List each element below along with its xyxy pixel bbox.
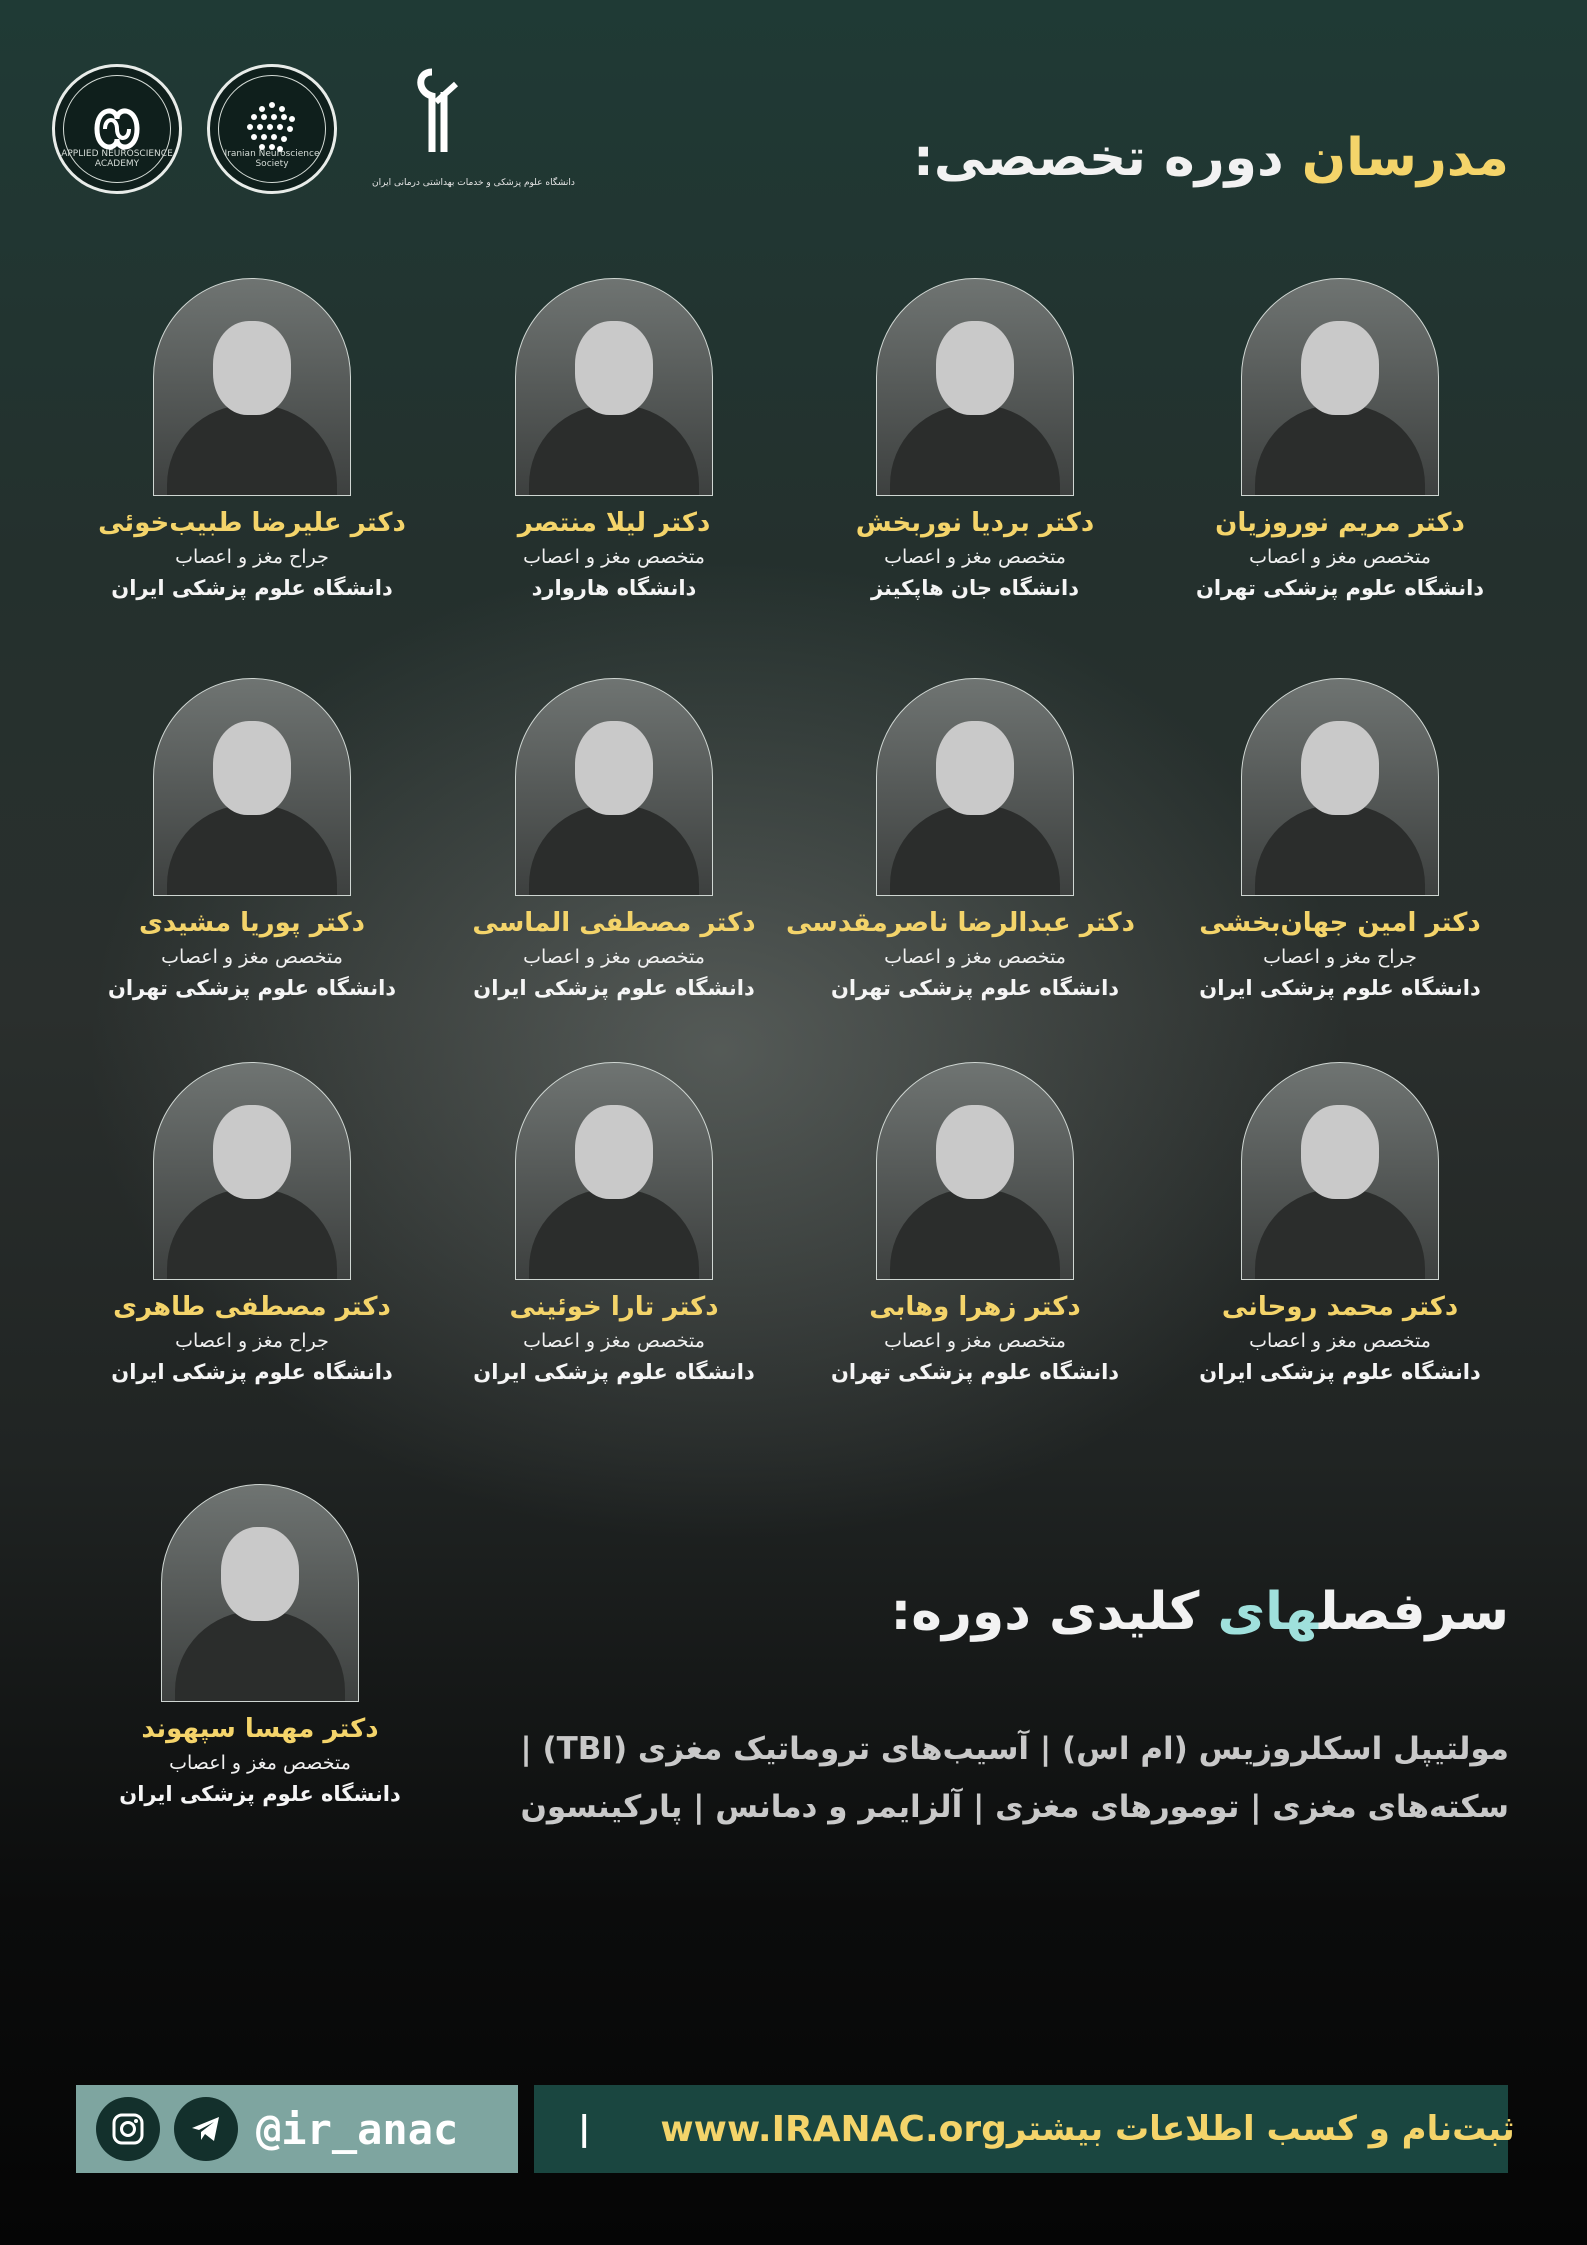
instructor-role: جراح مغز و اعصاب (175, 1330, 329, 1352)
instructor-role: متخصص مغز و اعصاب (884, 946, 1066, 968)
instructor-card (815, 1062, 1135, 1384)
instructor-name: دکتر زهرا وهابی (869, 1292, 1081, 1322)
instructor-photo (876, 1062, 1074, 1280)
instructor-name: دکتر علیرضا طبیب‌خوئی (98, 508, 406, 538)
instructor-name: دکتر پوریا مشیدی (139, 908, 365, 938)
telegram-icon[interactable] (174, 2097, 238, 2161)
social-handle[interactable]: @ir_anac (256, 2104, 459, 2154)
society-logo: Iranian Neuroscience Society (207, 64, 337, 194)
topics-title (890, 1582, 1509, 1642)
instructor-name: دکتر امین جهان‌بخشی (1199, 908, 1481, 938)
university-logo: دانشگاه علوم پزشکی و خدمات بهداشتی درمانی ایران (372, 62, 512, 192)
instructor-card (454, 678, 774, 1000)
instructor-card (92, 1062, 412, 1384)
social-bar (76, 2085, 518, 2173)
instructor-name: دکتر تارا خوئینی (509, 1292, 719, 1322)
instructor-card (1180, 1062, 1500, 1384)
instructor-photo (161, 1484, 359, 1702)
instructor-name: دکتر مهسا سپهوند (141, 1714, 379, 1744)
instructor-university: دانشگاه جان هاپکینز (870, 576, 1080, 600)
website-link[interactable]: www.IRANAC.org (660, 2108, 1007, 2150)
instructor-role: جراح مغز و اعصاب (1263, 946, 1417, 968)
topics-title-highlight: های (1217, 1582, 1319, 1642)
instructor-card (815, 278, 1135, 600)
instructor-photo (876, 278, 1074, 496)
instructor-name: دکتر مصطفی طاهری (113, 1292, 391, 1322)
instructor-photo (1241, 1062, 1439, 1280)
topics-list (520, 1720, 1509, 1836)
instructor-role: متخصص مغز و اعصاب (523, 946, 705, 968)
instructor-name: دکتر عبدالرضا ناصرمقدسی (785, 908, 1135, 938)
instructor-university: دانشگاه علوم پزشکی تهران (1195, 576, 1485, 600)
instructor-university: دانشگاه هاروارد (531, 576, 697, 600)
instructor-card (454, 1062, 774, 1384)
university-emblem-icon (372, 62, 512, 162)
topics-title-start: سرفصل (1319, 1582, 1509, 1642)
instructor-card (92, 678, 412, 1000)
instructors-title (913, 128, 1509, 188)
instructor-card (100, 1484, 420, 1806)
instructor-role: متخصص مغز و اعصاب (523, 546, 705, 568)
instructor-card (1180, 678, 1500, 1000)
instructor-card (1180, 278, 1500, 600)
instructor-photo (876, 678, 1074, 896)
instructor-role: متخصص مغز و اعصاب (523, 1330, 705, 1352)
instructor-photo (515, 278, 713, 496)
instructor-photo (153, 1062, 351, 1280)
instructor-photo (153, 678, 351, 896)
instructor-name: دکتر مریم نوروزیان (1215, 508, 1465, 538)
instructor-role: جراح مغز و اعصاب (175, 546, 329, 568)
instructor-photo (515, 1062, 713, 1280)
instructors-title-highlight: مدرسان (1301, 128, 1509, 188)
header-logos (52, 58, 575, 198)
instructor-name: دکتر بردیا نوربخش (855, 508, 1095, 538)
topics-line-1: مولتیپل اسکلروزیس (ام اس) | آسیب‌های تروماتیک مغزی (TBI) | (520, 1731, 1509, 1767)
instructor-university: دانشگاه علوم پزشکی ایران (473, 1360, 755, 1384)
instructor-name: دکتر محمد روحانی (1221, 1292, 1459, 1322)
instructor-university: دانشگاه علوم پزشکی تهران (830, 976, 1120, 1000)
registration-cta: ثبت‌نام و کسب اطلاعات بیشتر (1006, 2109, 1515, 2149)
instructor-university: دانشگاه علوم پزشکی ایران (1199, 1360, 1481, 1384)
instructor-card (454, 278, 774, 600)
instructor-university: دانشگاه علوم پزشکی ایران (1199, 976, 1481, 1000)
topics-line-2: سکته‌های مغزی | تومورهای مغزی | آلزایمر و دمانس | پارکینسون (520, 1789, 1509, 1825)
instructor-name: دکتر لیلا منتصر (517, 508, 711, 538)
instructor-university: دانشگاه علوم پزشکی ایران (473, 976, 755, 1000)
footer-separator: | (578, 2109, 591, 2149)
instagram-icon[interactable] (96, 2097, 160, 2161)
instructor-role: متخصص مغز و اعصاب (169, 1752, 351, 1774)
instructor-university: دانشگاه علوم پزشکی تهران (107, 976, 397, 1000)
instructor-photo (153, 278, 351, 496)
registration-bar (534, 2085, 1515, 2173)
instructors-title-rest: دوره تخصصی: (913, 128, 1302, 188)
topics-title-end: کلیدی دوره: (890, 1582, 1218, 1642)
instructor-role: متخصص مغز و اعصاب (884, 1330, 1066, 1352)
instructor-photo (1241, 278, 1439, 496)
instructor-role: متخصص مغز و اعصاب (884, 546, 1066, 568)
instructor-role: متخصص مغز و اعصاب (1249, 1330, 1431, 1352)
instructor-university: دانشگاه علوم پزشکی ایران (119, 1782, 401, 1806)
instructor-university: دانشگاه علوم پزشکی تهران (830, 1360, 1120, 1384)
instructor-card (92, 278, 412, 600)
instructor-university: دانشگاه علوم پزشکی ایران (111, 1360, 393, 1384)
instructor-university: دانشگاه علوم پزشکی ایران (111, 576, 393, 600)
instructor-photo (1241, 678, 1439, 896)
instructor-card (785, 678, 1135, 1000)
instructor-name: دکتر مصطفی الماسی (472, 908, 756, 938)
academy-logo: APPLIED NEUROSCIENCE ACADEMY (52, 64, 182, 194)
instructor-photo (515, 678, 713, 896)
instructor-role: متخصص مغز و اعصاب (1249, 546, 1431, 568)
instructor-role: متخصص مغز و اعصاب (161, 946, 343, 968)
